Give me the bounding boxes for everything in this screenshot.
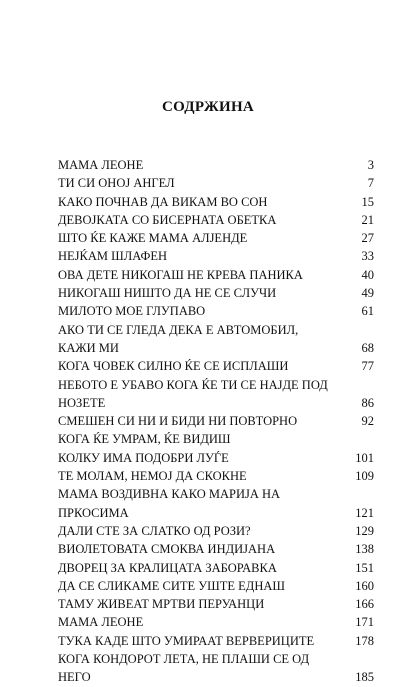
page-title: СОДРЖИНА xyxy=(161,99,255,115)
toc-entry xyxy=(58,321,374,358)
toc-entry-title: АКО ТИ СЕ ГЛЕДА ДЕКА Е АВТОМОБИЛ, КАЖИ МИ xyxy=(58,322,299,355)
toc-entry xyxy=(58,467,374,485)
toc-entry-page-number: 101 xyxy=(355,450,374,465)
toc-entry-page-number: 185 xyxy=(355,670,374,685)
toc-entry-page-number: 121 xyxy=(355,505,374,520)
toc-entry-page-number: 109 xyxy=(355,469,374,484)
toc-entry xyxy=(58,540,374,558)
toc-entry xyxy=(58,522,374,540)
toc-entry xyxy=(58,650,374,687)
toc-entry-title: ТЕ МОЛАМ, НЕМОЈ ДА СКОКНЕ xyxy=(58,469,247,484)
toc-entry-title: МАМА ВОЗДИВНА КАКО МАРИЈА НА ПРКОСИМА xyxy=(58,487,281,520)
toc-entry xyxy=(58,156,374,174)
toc-entry-page-number: 33 xyxy=(361,249,374,264)
toc-entry-page-number: 171 xyxy=(355,615,374,630)
toc-entry-page-number: 3 xyxy=(367,158,374,172)
toc-entry-page-number: 27 xyxy=(361,231,374,246)
toc-entry xyxy=(58,577,374,595)
toc-entry xyxy=(58,485,374,522)
toc-entry-title: ДАЛИ СТЕ ЗА СЛАТКО ОД РОЗИ? xyxy=(58,523,251,538)
toc-entry xyxy=(58,559,374,577)
toc-entry-page-number: 129 xyxy=(355,523,374,538)
toc-entry-title: ДВОРЕЦ ЗА КРАЛИЦАТА ЗАБОРАВКА xyxy=(58,560,277,575)
toc-entry-title: МАМА ЛЕОНЕ xyxy=(58,158,144,172)
toc-entry-page-number: 61 xyxy=(361,304,374,319)
toc-entry-page-number: 178 xyxy=(355,633,374,648)
toc-entry-title: КОГА ЧОВЕК СИЛНО ЌЕ СЕ ИСПЛАШИ xyxy=(58,359,289,374)
toc-entry-page-number: 77 xyxy=(361,359,374,374)
toc-entry xyxy=(58,613,374,631)
toc-entry-title: ДЕВОЈКАТА СО БИСЕРНАТА ОБЕТКА xyxy=(58,212,277,227)
toc-entry-title: МИЛОТО МОЕ ГЛУПАВО xyxy=(58,304,206,319)
toc-entry xyxy=(58,632,374,650)
toc-entry-title: ОВА ДЕТЕ НИКОГАШ НЕ КРЕВА ПАНИКА xyxy=(58,267,303,282)
toc-entry xyxy=(58,302,374,320)
toc-entry xyxy=(58,284,374,302)
toc-entry-title: КОГА ЌЕ УМРАМ, ЌЕ ВИДИШ КОЛКУ ИМА ПОДОБРИ ЛУЃЕ xyxy=(58,432,231,465)
toc-entry xyxy=(58,376,374,413)
toc-entry-title: ТАМУ ЖИВЕАТ МРТВИ ПЕРУАНЦИ xyxy=(58,597,265,612)
toc-entry xyxy=(58,430,374,467)
toc-entry-title: ВИОЛЕТОВАТА СМОКВА ИНДИЈАНА xyxy=(58,542,276,557)
toc-entry-page-number: 138 xyxy=(355,542,374,557)
toc-entry-page-number: 21 xyxy=(361,212,374,227)
toc-entry xyxy=(58,229,374,247)
toc-entry xyxy=(58,357,374,375)
toc-entry-title: НЕБОТО Е УБАВО КОГА ЌЕ ТИ СЕ НАЈДЕ ПОД НОЗЕТЕ xyxy=(58,377,328,410)
toc-entry xyxy=(58,595,374,613)
toc-entry-title: ДА СЕ СЛИКАМЕ СИТЕ УШТЕ ЕДНАШ xyxy=(58,578,285,593)
toc-entry xyxy=(58,211,374,229)
toc-entry-page-number: 86 xyxy=(361,395,374,410)
toc-entry-title: КАКО ПОЧНАВ ДА ВИКАМ ВО СОН xyxy=(58,194,268,209)
toc-entry-page-number: 49 xyxy=(361,286,374,301)
toc-entry xyxy=(58,412,374,430)
toc-entry-page-number: 151 xyxy=(355,560,374,575)
toc-entry-page-number: 40 xyxy=(361,267,374,282)
toc-entry xyxy=(58,266,374,284)
toc-entry xyxy=(58,174,374,192)
toc-entry-title: ТИ СИ ОНОЈ АНГЕЛ xyxy=(58,176,175,191)
toc-entry-page-number: 166 xyxy=(355,597,374,612)
toc-entry-title: МАМА ЛЕОНЕ xyxy=(58,615,144,630)
toc-entry-title: СМЕШЕН СИ НИ И БИДИ НИ ПОВТОРНО xyxy=(58,414,298,429)
toc-entry-page-number: 15 xyxy=(361,194,374,209)
toc-entry-title: НЕЈЌАМ ШЛАФЕН xyxy=(58,249,167,264)
toc-entry xyxy=(58,247,374,265)
toc-entry-title: КОГА КОНДОРОТ ЛЕТА, НЕ ПЛАШИ СЕ ОД НЕГО xyxy=(58,652,310,685)
toc-entry xyxy=(58,193,374,211)
toc-entry-page-number: 68 xyxy=(361,340,374,355)
toc-entry-title: ТУКА КАДЕ ШТО УМИРААТ ВЕРВЕРИЦИТЕ xyxy=(58,633,315,648)
toc-entry-title: ШТО ЌЕ КАЖЕ МАМА АЛЈЕНДЕ xyxy=(58,231,248,246)
table-of-contents xyxy=(58,156,374,687)
toc-entry-title: НИКОГАШ НИШТО ДА НЕ СЕ СЛУЧИ xyxy=(58,286,277,301)
toc-entry-page-number: 160 xyxy=(355,578,374,593)
toc-entry-page-number: 7 xyxy=(367,176,374,191)
toc-entry-page-number: 92 xyxy=(361,414,374,429)
